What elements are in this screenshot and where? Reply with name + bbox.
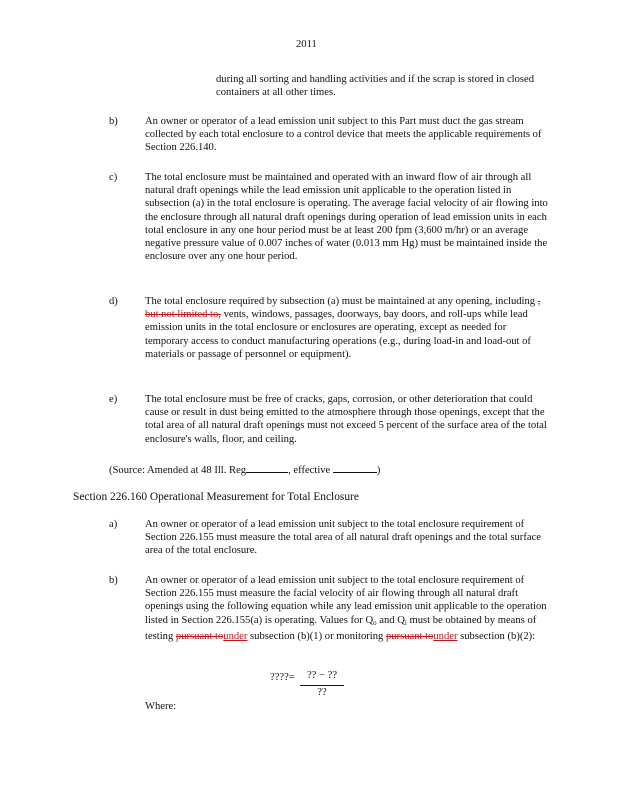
section-item-text-a: An owner or operator of a lead emission unit subject to the total enclosure requirement of Section 226.155 must measure the total area of all natural draft openings and the total surface area of the total enclosure. [145, 519, 541, 557]
deleted-text: , but not limited to, [145, 296, 541, 321]
fraction-bar [300, 685, 344, 686]
text-segment: and Q [376, 614, 405, 626]
blank-line [246, 462, 288, 473]
text-segment: An owner or operator of a lead emission unit subject to the total enclosure requirement of Section 226.155 must measure the facial velocity of air flowing through all natural draft openings using the following equation while any lead emission unit applicable to the operation listed in Section 226.155(a) is operating. Values for Q [145, 575, 547, 626]
source-suffix: ) [376, 465, 381, 476]
subscript: o [373, 618, 377, 627]
item-d-text-before: The total enclosure required by subsection (a) must be maintained at any opening, including [145, 296, 538, 307]
text-segment: subsection (b)(2): [457, 630, 536, 642]
equation-numerator: ?? − ?? [306, 670, 338, 681]
equation-lhs: ????= [270, 672, 295, 683]
equation-denominator: ?? [317, 687, 327, 698]
inserted-text: under [223, 630, 248, 642]
item-label-b: b) [109, 116, 118, 127]
page-number: 2011 [296, 39, 317, 50]
section-item-text-b [145, 574, 550, 643]
item-text-b: An owner or operator of a lead emission unit subject to this Part must duct the gas stream collected by each total enclosure to a control device that meets the applicable requirements of Section 226.140. [145, 116, 542, 154]
item-d-text-after: vents, windows, passages, doorways, bay doors, and roll-ups while lead emission units in the total enclosure or enclosures are operating, except as needed for temporary access to conduct manufacturing operations (e.g., during load-in and load-out of materials or passage of personnel or equipment). [145, 309, 531, 360]
where-label: Where: [145, 701, 177, 712]
section-heading: Section 226.160 Operational Measurement for Total Enclosure [73, 491, 359, 503]
section-item-label-b: b) [109, 575, 118, 586]
source-prefix: (Source: Amended at 48 Ill. Reg [109, 465, 247, 476]
section-item-label-a: a) [109, 519, 118, 530]
inserted-text: under [433, 630, 458, 642]
deleted-text: pursuant to [385, 630, 434, 642]
intro-paragraph: during all sorting and handling activities and if the scrap is stored in closed containers at all other times. [216, 74, 535, 99]
source-note [109, 462, 380, 477]
deleted-text: pursuant to [175, 630, 224, 642]
text-segment: must be obtained by means of testing [145, 614, 537, 642]
item-label-c: c) [109, 172, 118, 183]
item-text-e: The total enclosure must be free of cracks, gaps, corrosion, or other deterioration that could cause or result in dust being emitted to the atmosphere through those openings, except that the total area of all natural draft openings must not exceed 5 percent of the surface area of the total enclosure's walls, floor, and ceiling. [145, 394, 547, 445]
item-label-d: d) [109, 296, 118, 307]
item-text-c: The total enclosure must be maintained and operated with an inward flow of air through all natural draft openings while the lead emission unit applicable to the operation listed in subsection (a) in the total enclosure is operating. The average facial velocity of air flowing into the enclosure through all natural draft openings during operation of lead emission units in each total enclosure in any one hour period must be at least 200 fpm (3,600 m/hr) or an average negative pressure value of 0.007 inches of water (0.013 mm Hg) must be maintained inside the enclosure over any one hour period. [145, 172, 548, 263]
item-text-d [145, 295, 550, 361]
subscript: i [404, 618, 407, 627]
blank-line [333, 462, 377, 473]
text-segment: subsection (b)(1) or monitoring [247, 630, 386, 642]
item-label-e: e) [109, 394, 118, 405]
source-middle: , effective [288, 465, 333, 476]
